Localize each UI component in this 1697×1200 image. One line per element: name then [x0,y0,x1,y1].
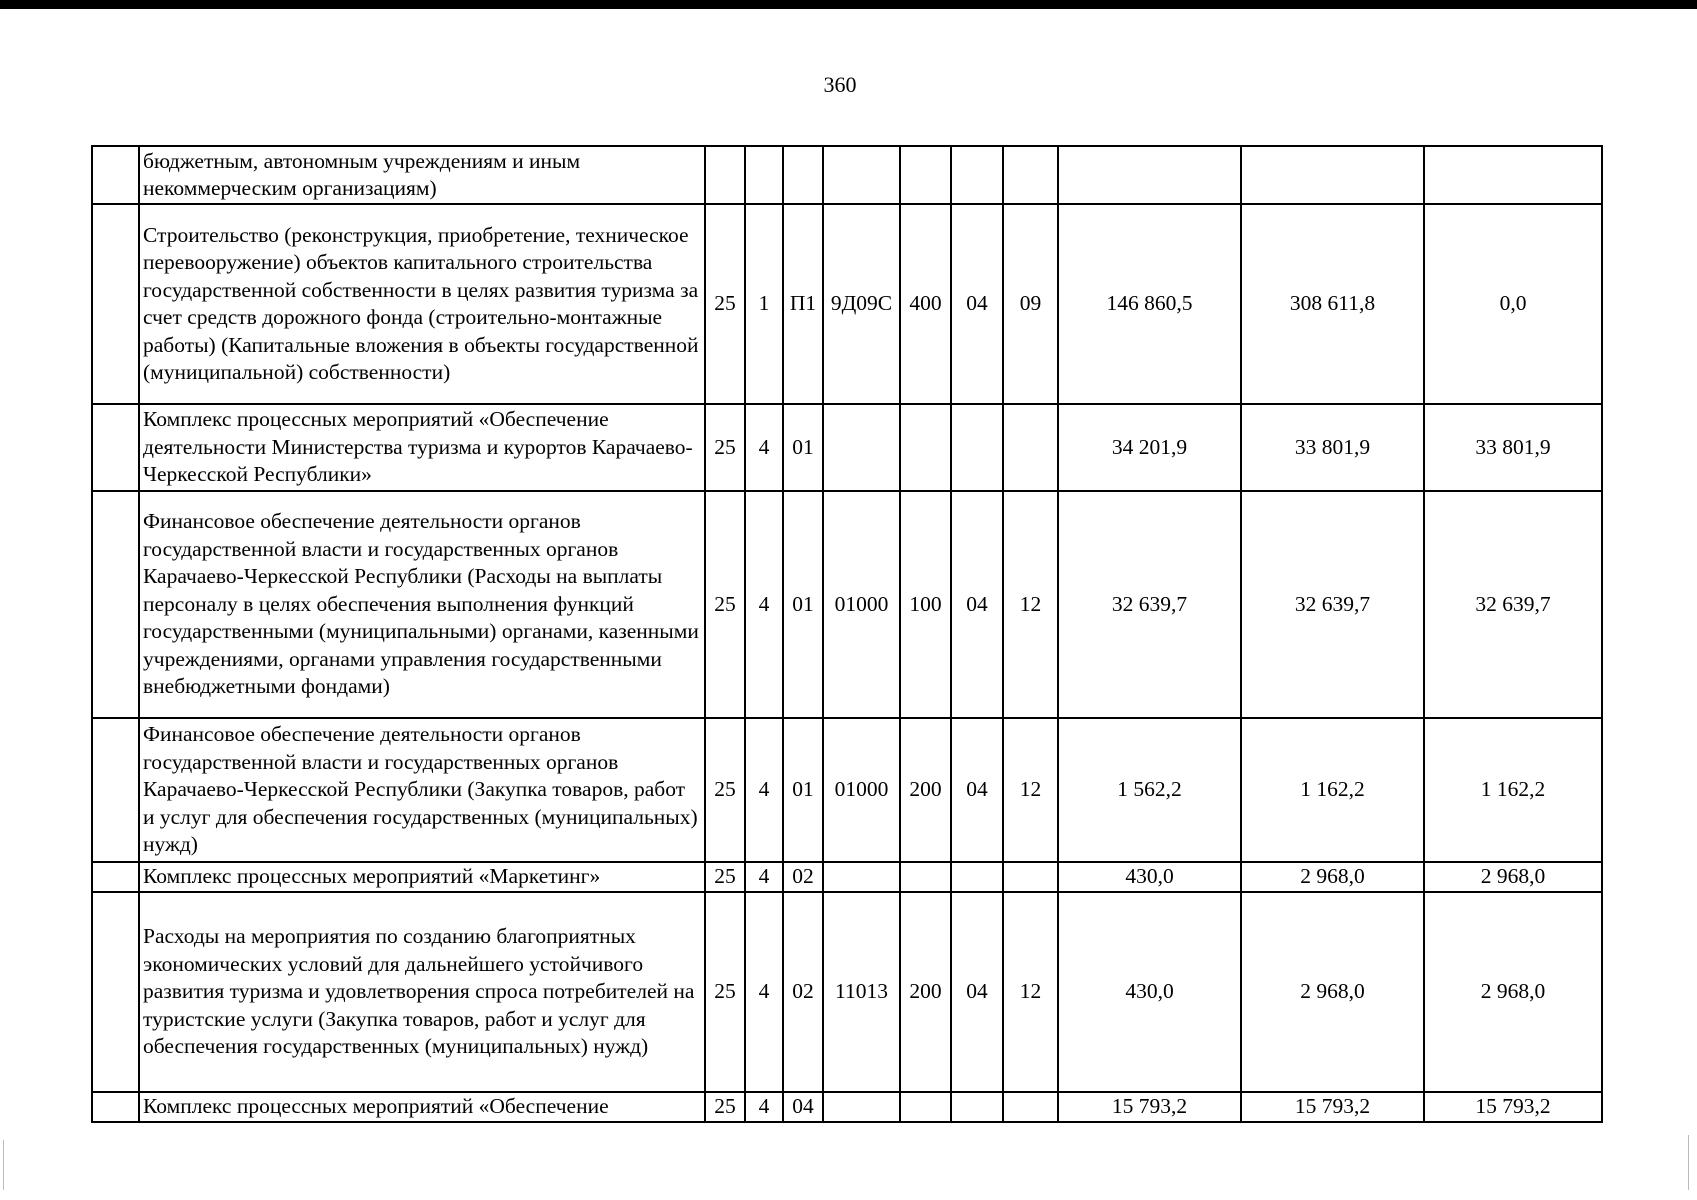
row-number-cell [92,146,139,204]
code-cell: 25 [705,892,745,1092]
code-cell: 12 [1003,718,1058,862]
code-cell: 4 [745,404,783,491]
table-row [92,892,1602,1092]
table-row [92,718,1602,862]
table-row [92,146,1602,204]
row-number-cell [92,1092,139,1122]
code-cell: 4 [745,1092,783,1122]
row-number-cell [92,491,139,718]
code-cell [1003,862,1058,892]
scan-edge-mark [1688,1135,1689,1190]
table-row [92,1092,1602,1122]
code-cell: 09 [1003,204,1058,404]
amount-cell: 34 201,9 [1058,404,1241,491]
code-cell: 11013 [823,892,900,1092]
expense-name: Строительство (реконструкция, приобретение, техническое перевооружение) объектов капитального строительства государственной собственности в целях развития туризма за счет средств дорожного фонда (строительно-монтажные работы) (Капитальные вложения в объекты государственной (муниципальной) собственности) [139,204,705,404]
code-cell: П1 [783,204,823,404]
scan-edge-mark [3,1140,4,1190]
amount-cell: 33 801,9 [1424,404,1602,491]
amount-cell: 2 968,0 [1241,862,1424,892]
code-cell: 4 [745,892,783,1092]
code-cell [951,862,1003,892]
code-cell: 4 [745,862,783,892]
amount-cell: 2 968,0 [1424,862,1602,892]
code-cell: 01000 [823,491,900,718]
code-cell: 04 [951,204,1003,404]
table-row [92,204,1602,404]
amount-cell: 32 639,7 [1058,491,1241,718]
row-number-cell [92,404,139,491]
code-cell: 9Д09С [823,204,900,404]
budget-table [91,145,1603,1123]
amount-cell: 15 793,2 [1424,1092,1602,1122]
amount-cell: 15 793,2 [1058,1092,1241,1122]
code-cell [900,146,951,204]
code-cell [1003,1092,1058,1122]
amount-cell: 430,0 [1058,862,1241,892]
code-cell [783,146,823,204]
code-cell: 04 [783,1092,823,1122]
code-cell [705,146,745,204]
amount-cell [1424,146,1602,204]
code-cell [951,1092,1003,1122]
table-row [92,404,1602,491]
code-cell [823,1092,900,1122]
code-cell: 04 [951,491,1003,718]
code-cell [823,862,900,892]
code-cell: 4 [745,718,783,862]
code-cell: 100 [900,491,951,718]
expense-name: Расходы на мероприятия по созданию благоприятных экономических условий для дальнейшего устойчивого развития туризма и удовлетворения спроса потребителей на туристские услуги (Закупка товаров, работ и услуг для обеспечения государственных (муниципальных) нужд) [139,892,705,1092]
code-cell [1003,404,1058,491]
code-cell: 01 [783,404,823,491]
expense-name: бюджетным, автономным учреждениям и иным некоммерческим организациям) [139,146,705,204]
code-cell: 25 [705,1092,745,1122]
code-cell [900,1092,951,1122]
scan-top-border [0,0,1697,9]
code-cell [823,404,900,491]
amount-cell: 1 162,2 [1241,718,1424,862]
expense-name: Финансовое обеспечение деятельности органов государственной власти и государственных органов Карачаево-Черкесской Республики (Закупка товаров, работ и услуг для обеспечения государственных (муниципальных) нужд) [139,718,705,862]
amount-cell [1058,146,1241,204]
code-cell [745,146,783,204]
code-cell: 01 [783,718,823,862]
code-cell: 02 [783,862,823,892]
amount-cell: 308 611,8 [1241,204,1424,404]
code-cell: 12 [1003,892,1058,1092]
code-cell [900,862,951,892]
code-cell [1003,146,1058,204]
code-cell: 200 [900,892,951,1092]
code-cell: 25 [705,404,745,491]
code-cell: 04 [951,718,1003,862]
code-cell [900,404,951,491]
code-cell: 4 [745,491,783,718]
amount-cell: 146 860,5 [1058,204,1241,404]
amount-cell: 33 801,9 [1241,404,1424,491]
code-cell [951,146,1003,204]
amount-cell: 32 639,7 [1241,491,1424,718]
code-cell: 1 [745,204,783,404]
table-row [92,862,1602,892]
code-cell: 04 [951,892,1003,1092]
expense-name: Комплекс процессных мероприятий «Обеспечение деятельности Министерства туризма и курортов Карачаево-Черкесской Республики» [139,404,705,491]
expense-name: Финансовое обеспечение деятельности органов государственной власти и государственных органов Карачаево-Черкесской Республики (Расходы на выплаты персоналу в целях обеспечения выполнения функций государственными (муниципальными) органами, казенными учреждениями, органами управления государственными внебюджетными фондами) [139,491,705,718]
amount-cell [1241,146,1424,204]
amount-cell: 2 968,0 [1241,892,1424,1092]
amount-cell: 0,0 [1424,204,1602,404]
table-row [92,491,1602,718]
code-cell: 01 [783,491,823,718]
code-cell: 25 [705,718,745,862]
row-number-cell [92,204,139,404]
code-cell [823,146,900,204]
expense-name: Комплекс процессных мероприятий «Обеспечение [139,1092,705,1122]
code-cell: 12 [1003,491,1058,718]
code-cell: 25 [705,862,745,892]
code-cell: 25 [705,204,745,404]
code-cell: 200 [900,718,951,862]
code-cell [951,404,1003,491]
amount-cell: 430,0 [1058,892,1241,1092]
amount-cell: 32 639,7 [1424,491,1602,718]
row-number-cell [92,862,139,892]
expense-name: Комплекс процессных мероприятий «Маркетинг» [139,862,705,892]
row-number-cell [92,718,139,862]
page-number: 360 [823,72,857,97]
row-number-cell [92,892,139,1092]
code-cell: 01000 [823,718,900,862]
amount-cell: 2 968,0 [1424,892,1602,1092]
code-cell: 400 [900,204,951,404]
code-cell: 02 [783,892,823,1092]
amount-cell: 15 793,2 [1241,1092,1424,1122]
code-cell: 25 [705,491,745,718]
amount-cell: 1 162,2 [1424,718,1602,862]
amount-cell: 1 562,2 [1058,718,1241,862]
